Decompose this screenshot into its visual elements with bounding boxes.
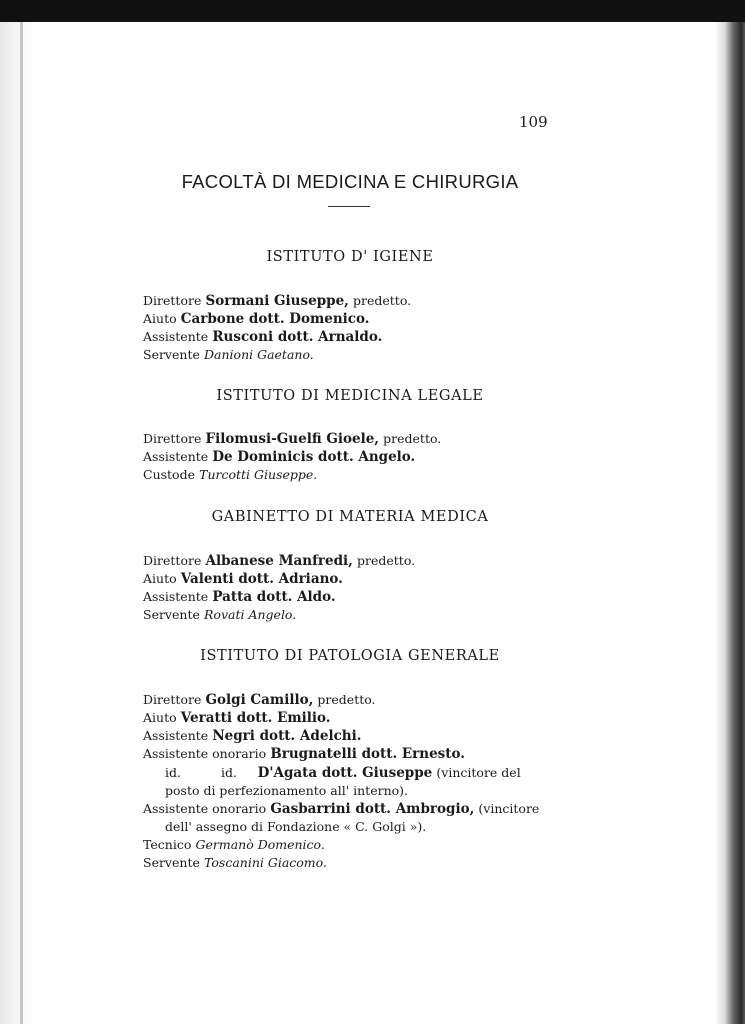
- staff-role: Tecnico: [143, 837, 192, 852]
- staff-name: Negri dott. Adelchi.: [212, 728, 362, 744]
- staff-line-continuation: [165, 819, 426, 836]
- staff-name: Carbone dott. Domenico.: [180, 311, 370, 327]
- staff-line: [143, 855, 327, 872]
- staff-line: [143, 431, 441, 448]
- staff-role: id.: [165, 765, 181, 780]
- staff-name: Filomusi-Guelfi Gioele,: [205, 431, 380, 447]
- section-title-medicina-legale: ISTITUTO DI MEDICINA LEGALE: [216, 388, 484, 404]
- staff-name: Valenti dott. Adriano.: [180, 571, 343, 587]
- staff-note: dell' assegno di Fondazione « C. Golgi »).: [165, 819, 427, 834]
- staff-note: predetto.: [317, 692, 376, 707]
- staff-name: Albanese Manfredi,: [205, 553, 353, 569]
- staff-role: Servente: [143, 347, 200, 362]
- staff-line: [143, 571, 343, 588]
- page-number: 109: [519, 113, 548, 131]
- staff-name: Golgi Camillo,: [205, 692, 314, 708]
- staff-role: Assistente: [143, 329, 209, 344]
- staff-line: [143, 692, 376, 709]
- staff-line: [143, 347, 314, 364]
- staff-line: [143, 801, 539, 818]
- staff-note: predetto.: [357, 553, 416, 568]
- staff-line: [143, 467, 317, 484]
- staff-line: [143, 329, 382, 346]
- staff-line: [143, 589, 336, 606]
- scan-right-page-edge: [715, 22, 745, 1024]
- staff-line: [143, 837, 325, 854]
- staff-note: posto di perfezionamento all' interno).: [165, 783, 408, 798]
- staff-role: Assistente onorario: [143, 801, 267, 816]
- staff-role: Servente: [143, 855, 200, 870]
- staff-role: Servente: [143, 607, 200, 622]
- staff-role: Direttore: [143, 553, 202, 568]
- staff-name-italic: Turcotti Giuseppe.: [199, 467, 318, 482]
- staff-role: Assistente onorario: [143, 746, 267, 761]
- staff-line: [143, 710, 331, 727]
- staff-note: predetto.: [353, 293, 412, 308]
- staff-name: De Dominicis dott. Angelo.: [212, 449, 416, 465]
- staff-line: [143, 449, 415, 466]
- staff-role: Custode: [143, 467, 195, 482]
- staff-line: [143, 728, 361, 745]
- title-rule: [328, 206, 370, 207]
- staff-name-italic: Danioni Gaetano.: [204, 347, 314, 362]
- staff-line-continuation: [165, 783, 408, 800]
- staff-line: [143, 553, 415, 570]
- staff-name: Sormani Giuseppe,: [205, 293, 349, 309]
- staff-name: D'Agata dott. Giuseppe: [257, 765, 433, 781]
- staff-line: [165, 765, 521, 782]
- staff-line: [143, 607, 296, 624]
- staff-name-italic: Germanò Domenico.: [195, 837, 325, 852]
- section-title-igiene: ISTITUTO D' IGIENE: [266, 249, 434, 265]
- staff-note: (vincitore: [478, 801, 540, 816]
- staff-name: Brugnatelli dott. Ernesto.: [270, 746, 465, 762]
- staff-note: (vincitore del: [436, 765, 521, 780]
- staff-role: Direttore: [143, 293, 202, 308]
- staff-line: [143, 293, 411, 310]
- staff-role: Direttore: [143, 431, 202, 446]
- staff-name: Gasbarrini dott. Ambrogio,: [270, 801, 475, 817]
- staff-role: Aiuto: [143, 311, 177, 326]
- section-title-materia-medica: GABINETTO DI MATERIA MEDICA: [211, 509, 489, 525]
- staff-note: predetto.: [383, 431, 442, 446]
- staff-role: Aiuto: [143, 710, 177, 725]
- staff-role-ditto: id.: [220, 765, 237, 780]
- staff-line: [143, 746, 465, 763]
- staff-role: Assistente: [143, 728, 209, 743]
- staff-name-italic: Rovati Angelo.: [204, 607, 297, 622]
- staff-role: Aiuto: [143, 571, 177, 586]
- staff-role: Assistente: [143, 589, 209, 604]
- staff-name: Rusconi dott. Arnaldo.: [212, 329, 383, 345]
- scan-top-border: [0, 0, 745, 22]
- staff-line: [143, 311, 369, 328]
- staff-role: Direttore: [143, 692, 202, 707]
- staff-name: Patta dott. Aldo.: [212, 589, 336, 605]
- faculty-title: FACOLTÀ DI MEDICINA E CHIRURGIA: [181, 171, 519, 192]
- staff-role: Assistente: [143, 449, 209, 464]
- section-title-patologia-generale: ISTITUTO DI PATOLOGIA GENERALE: [200, 648, 500, 664]
- staff-name-italic: Toscanini Giacomo.: [204, 855, 327, 870]
- staff-name: Veratti dott. Emilio.: [180, 710, 331, 726]
